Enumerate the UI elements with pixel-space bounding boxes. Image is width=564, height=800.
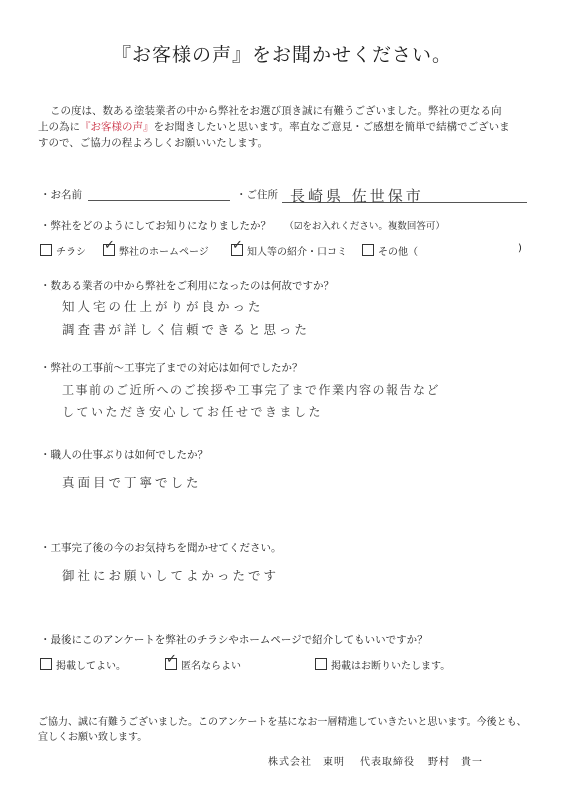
intro-line-2-prefix: 上の為に <box>38 121 80 133</box>
checkbox-referral[interactable] <box>231 238 243 256</box>
q6-option-publish-ok[interactable] <box>40 657 126 672</box>
intro-line-2-highlight: 『お客様の声』 <box>80 121 154 133</box>
q3-label: ・弊社の工事前～工事完了までの対応は如何でしたか？ <box>40 362 303 374</box>
q1-option-referral-label: 知人等の紹介・口コミ <box>247 247 347 258</box>
intro-line-3: すので、ご協力の程よろしくお願いいたします。 <box>38 137 268 149</box>
q6-option-decline-label: 掲載はお断りいたします。 <box>331 661 451 672</box>
footer-line-2: 宜しくお願い致します。 <box>38 732 148 743</box>
footer-line-1: ご協力、誠に有難うございました。このアンケートを基になお一層精進していきたいと思います。今後とも、 <box>38 717 527 728</box>
q1-note: （☑をお入れください。複数回答可） <box>284 221 445 232</box>
checkbox-flyer[interactable] <box>40 244 52 256</box>
footer-text <box>38 715 538 745</box>
checkbox-homepage[interactable] <box>103 238 115 256</box>
q1-option-other[interactable] <box>362 243 418 258</box>
checkbox-other[interactable] <box>362 244 374 256</box>
q1-option-homepage[interactable] <box>103 238 209 258</box>
page-title: 『お客様の声』をお聞かせください。 <box>111 44 452 66</box>
checkbox-publish-ok[interactable] <box>40 658 52 670</box>
q2-label: ・数ある業者の中から弊社をご利用になったのは何故ですか？ <box>40 280 334 292</box>
q1-option-homepage-label: 弊社のホームページ <box>119 247 209 258</box>
q5-label: ・工事完了後の今のお気持ちを聞かせてください。 <box>40 542 282 554</box>
name-label: ・お名前 <box>40 189 82 201</box>
q2-answer-line-2: 調査書が詳しく信頼できると思った <box>62 322 311 337</box>
checkmark-icon: ✓ <box>232 238 243 253</box>
q1-label <box>40 218 445 233</box>
q6-option-publish-ok-label: 掲載してよい。 <box>56 661 126 672</box>
q3-answer-line-2: していただき安心してお任せできました <box>62 405 324 419</box>
q6-option-decline[interactable] <box>315 657 450 672</box>
q1-option-other-label: その他（ <box>378 247 418 258</box>
q4-label: ・職人の仕事ぶりは如何でしたか？ <box>40 449 208 461</box>
q1-text: ・弊社をどのようにしてお知りになりましたか？ <box>40 220 271 232</box>
checkmark-icon: ✓ <box>166 652 177 667</box>
checkbox-anonymous[interactable] <box>165 652 177 670</box>
intro-line-1: この度は、数ある塗装業者の中から弊社をお選び頂き誠に有難うございました。弊社の更なる向 <box>50 105 502 117</box>
address-label: ・ご住所 <box>236 189 278 201</box>
q6-label: ・最後にこのアンケートを弊社のチラシやホームページで紹介してもいいですか？ <box>40 634 428 646</box>
signature-company: 株式会社 東明 <box>268 757 345 768</box>
q1-other-close: ) <box>518 243 522 254</box>
address-value: 長崎県 佐世保市 <box>290 187 424 205</box>
checkbox-decline[interactable] <box>315 658 327 670</box>
q1-option-flyer[interactable] <box>40 243 86 258</box>
q5-answer: 御社にお願いしてよかったです <box>62 568 280 583</box>
q3-answer-line-1: 工事前のご近所へのご挨拶や工事完了まで作業内容の報告など <box>62 383 441 397</box>
signature-role: 代表取締役 <box>360 757 415 768</box>
q6-option-anonymous-label: 匿名ならよい <box>181 661 241 672</box>
q2-answer-line-1: 知人宅の仕上がりが良かった <box>62 299 264 314</box>
checkmark-icon: ✓ <box>104 238 115 253</box>
intro-text <box>38 103 538 151</box>
intro-line-2 <box>38 119 538 135</box>
name-field[interactable] <box>88 200 230 201</box>
q4-answer: 真面目で丁寧でした <box>62 475 202 490</box>
signature-name: 野村 貴一 <box>428 757 483 768</box>
intro-line-2-suffix: をお聞きしたいと思います。率直なご意見・ご感想を簡単で結構でございま <box>153 121 510 133</box>
q6-option-anonymous[interactable] <box>165 652 241 672</box>
q1-option-referral[interactable] <box>231 238 347 258</box>
q1-option-flyer-label: チラシ <box>56 247 86 258</box>
